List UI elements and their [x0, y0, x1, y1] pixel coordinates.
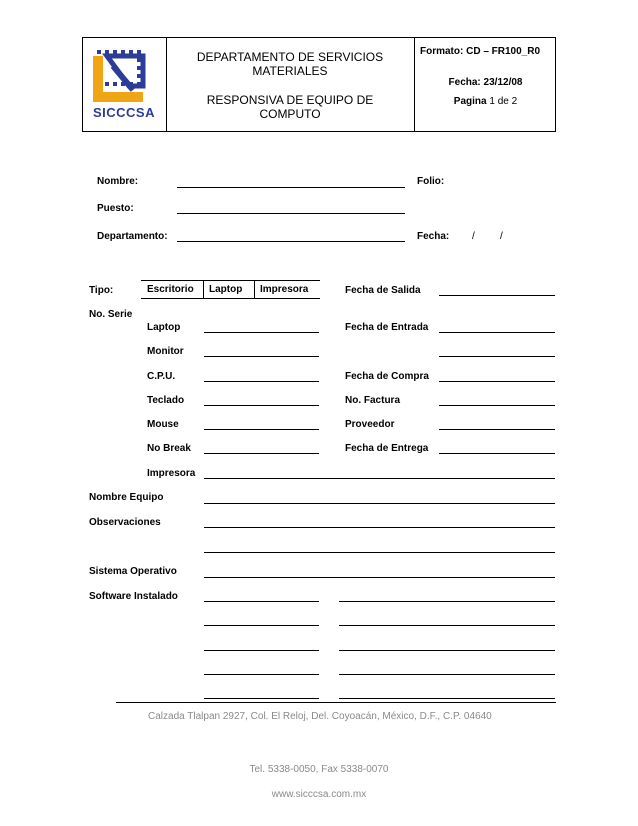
- date-separator: /: [500, 231, 503, 242]
- serie-item-monitor: Monitor: [147, 346, 184, 357]
- serie-monitor-field[interactable]: [204, 356, 319, 357]
- fecha-compra-label: Fecha de Compra: [345, 371, 429, 382]
- fecha-salida-label: Fecha de Salida: [345, 285, 421, 296]
- software-field[interactable]: [204, 650, 319, 651]
- no-serie-label: No. Serie: [89, 309, 133, 320]
- no-factura-field[interactable]: [439, 405, 555, 406]
- software-field[interactable]: [339, 601, 555, 602]
- doc-line2: COMPUTO: [259, 107, 321, 121]
- fecha-compra-field[interactable]: [439, 381, 555, 382]
- fecha-salida-field[interactable]: [439, 295, 555, 296]
- tipo-label: Tipo:: [89, 285, 114, 296]
- nombre-equipo-label: Nombre Equipo: [89, 492, 164, 503]
- software-field[interactable]: [339, 625, 555, 626]
- document-title: [166, 93, 414, 121]
- proveedor-label: Proveedor: [345, 419, 395, 430]
- puesto-field[interactable]: [177, 213, 405, 214]
- company-logo: [89, 46, 159, 128]
- fecha-label: Fecha: 23/12/08: [448, 77, 523, 88]
- serie-impresora-field[interactable]: [204, 478, 555, 479]
- tipo-laptop[interactable]: Laptop: [209, 284, 243, 295]
- software-field[interactable]: [339, 650, 555, 651]
- observaciones-field-2[interactable]: [204, 552, 555, 553]
- date-separator: /: [472, 231, 475, 242]
- software-instalado-label: Software Instalado: [89, 591, 178, 602]
- software-field[interactable]: [204, 601, 319, 602]
- serie-item-mouse: Mouse: [147, 419, 179, 430]
- fecha-entrega-label: Fecha de Entrega: [345, 443, 429, 454]
- sistema-operativo-label: Sistema Operativo: [89, 566, 177, 577]
- dept-line1: DEPARTAMENTO DE SERVICIOS: [196, 50, 384, 64]
- software-field[interactable]: [339, 698, 555, 699]
- no-factura-label: No. Factura: [345, 395, 401, 406]
- fecha-entrega-field[interactable]: [439, 453, 555, 454]
- serie-item-impresora: Impresora: [147, 468, 196, 479]
- folio-label: Folio:: [417, 176, 445, 187]
- logo-text: SICCCSA: [92, 105, 155, 120]
- nombre-label: Nombre:: [97, 176, 139, 187]
- serie-item-teclado: Teclado: [147, 395, 185, 406]
- department-title: [166, 50, 414, 78]
- footer-rule: [116, 702, 556, 703]
- tipo-divider: [254, 281, 255, 298]
- nombre-field[interactable]: [177, 187, 405, 188]
- software-field[interactable]: [204, 625, 319, 626]
- serie-mouse-field[interactable]: [204, 429, 319, 430]
- fecha-entrada-field[interactable]: [439, 332, 555, 333]
- sistema-operativo-field[interactable]: [204, 577, 555, 578]
- tipo-impresora[interactable]: Impresora: [260, 284, 309, 295]
- serie-teclado-field[interactable]: [204, 405, 319, 406]
- extra-field[interactable]: [439, 356, 555, 357]
- header-table: [82, 37, 556, 132]
- observaciones-label: Observaciones: [89, 517, 161, 528]
- serie-laptop-field[interactable]: [204, 332, 319, 333]
- pagina-word: Pagina: [453, 96, 487, 107]
- pagina-number: 1 de 2: [489, 96, 518, 107]
- proveedor-field[interactable]: [439, 429, 555, 430]
- footer-phone: Tel. 5338-0050, Fax 5338-0070: [249, 764, 389, 775]
- serie-item-cpu: C.P.U.: [147, 371, 176, 382]
- nombre-equipo-field[interactable]: [204, 503, 555, 504]
- software-field[interactable]: [204, 698, 319, 699]
- fecha-entrada-label: Fecha de Entrada: [345, 322, 429, 333]
- software-field[interactable]: [339, 674, 555, 675]
- departamento-field[interactable]: [177, 241, 405, 242]
- tipo-escritorio[interactable]: Escritorio: [147, 284, 194, 295]
- departamento-label: Departamento:: [97, 231, 168, 242]
- serie-item-nobreak: No Break: [147, 443, 191, 454]
- fecha-label-person: Fecha:: [417, 231, 450, 242]
- serie-item-laptop: Laptop: [147, 322, 181, 333]
- tipo-options: [141, 280, 320, 299]
- pagina-label: [414, 96, 557, 107]
- observaciones-field[interactable]: [204, 527, 555, 528]
- doc-line1: RESPONSIVA DE EQUIPO DE: [206, 93, 374, 107]
- puesto-label: Puesto:: [97, 203, 134, 214]
- formato-label: Formato: CD – FR100_R0: [420, 46, 541, 57]
- tipo-divider: [203, 281, 204, 298]
- software-field[interactable]: [204, 674, 319, 675]
- dept-line2: MATERIALES: [252, 64, 328, 78]
- footer-web[interactable]: www.sicccsa.com.mx: [271, 789, 367, 800]
- serie-cpu-field[interactable]: [204, 381, 319, 382]
- footer-address: Calzada Tlalpan 2927, Col. El Reloj, Del. Coyoacán, México, D.F., C.P. 04640: [148, 711, 492, 722]
- serie-nobreak-field[interactable]: [204, 453, 319, 454]
